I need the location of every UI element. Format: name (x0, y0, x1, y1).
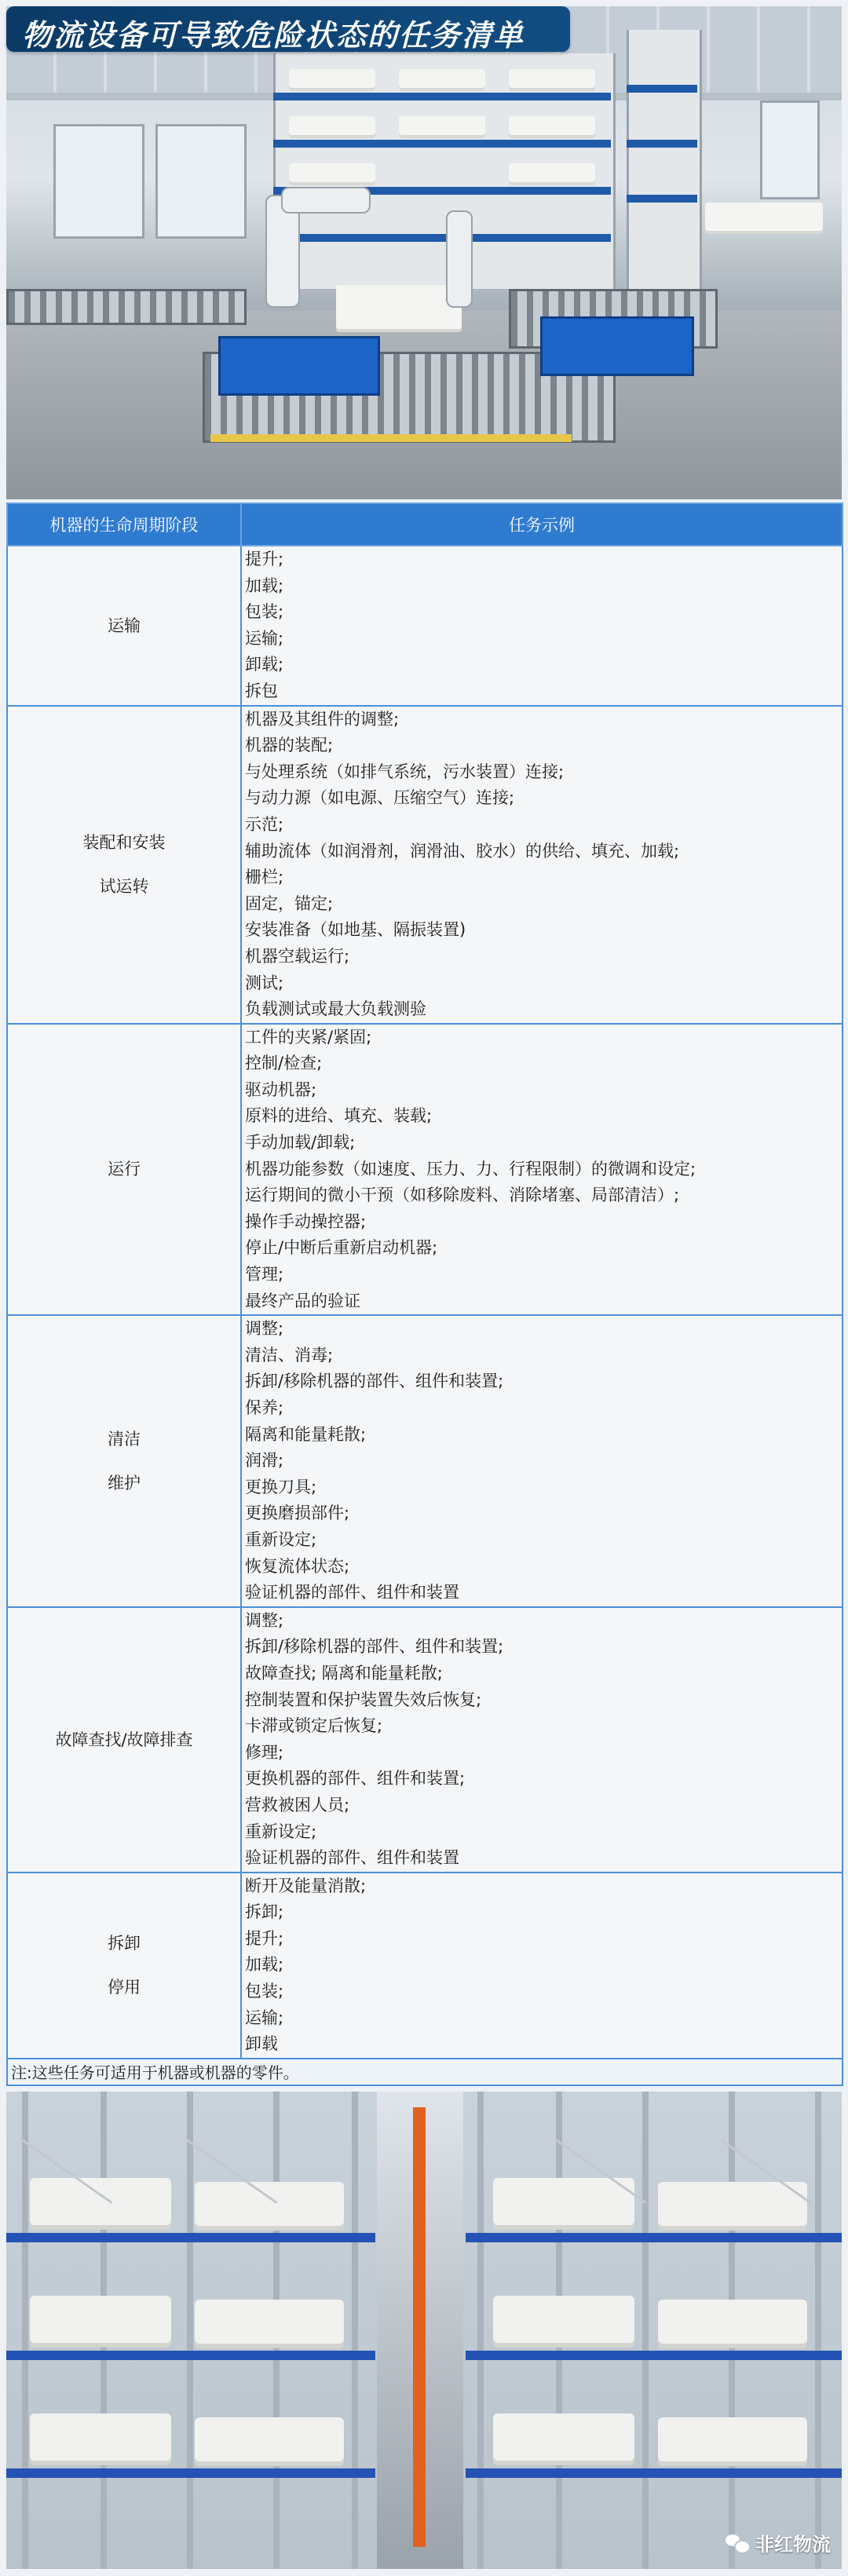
task-item: 修理; (245, 1742, 284, 1762)
task-item: 营救被困人员; (245, 1795, 350, 1814)
task-item: 固定，锚定; (245, 893, 334, 913)
title-banner (6, 6, 570, 52)
task-item: 控制/检查; (245, 1054, 323, 1073)
stage-cell (7, 706, 241, 1024)
stage-label: 运行 (108, 1160, 141, 1179)
task-item: 更换机器的部件、组件和装置; (245, 1769, 466, 1789)
task-item: 卸载; (245, 655, 284, 674)
task-list-cell (241, 546, 843, 706)
table-header-row (7, 503, 843, 546)
task-list-cell (241, 706, 843, 1024)
task-item: 机器空载运行; (245, 946, 350, 966)
task-list-cell (241, 1607, 843, 1873)
task-item: 润滑; (245, 1451, 284, 1471)
task-item: 拆卸; (245, 1902, 284, 1922)
task-item: 机器的装配; (245, 736, 334, 755)
task-item: 清洁、消毒; (245, 1345, 334, 1365)
task-item: 加载; (245, 1955, 284, 1975)
task-item: 更换刀具; (245, 1477, 317, 1496)
task-table (6, 502, 843, 2086)
table-note: 注:这些任务可适用于机器或机器的零件。 (7, 2059, 843, 2085)
task-item: 拆卸/移除机器的部件、组件和装置; (245, 1637, 504, 1657)
task-table-wrapper (6, 502, 842, 2086)
stage-cell (7, 1024, 241, 1316)
table-note-row (7, 2059, 843, 2085)
task-item: 调整; (245, 1319, 284, 1339)
task-item: 与处理系统（如排气系统，污水装置）连接; (245, 762, 565, 781)
stage-cell (7, 1607, 241, 1873)
task-item: 驱动机器; (245, 1080, 317, 1099)
task-item: 运输; (245, 628, 284, 648)
warehouse-racks-photo (6, 2092, 842, 2569)
watermark (726, 2529, 831, 2556)
table-row (7, 1873, 843, 2059)
task-item: 负载测试或最大负载测验 (245, 999, 426, 1019)
stage-label: 试运转 (99, 877, 149, 897)
task-item: 验证机器的部件、组件和装置 (245, 1848, 459, 1868)
task-item: 隔离和能量耗散; (245, 1424, 367, 1444)
task-item: 手动加载/卸载; (245, 1133, 356, 1153)
task-item: 最终产品的验证 (245, 1291, 360, 1310)
page-title: 物流设备可导致危险状态的任务清单 (22, 18, 525, 53)
task-item: 恢复流体状态; (245, 1556, 350, 1576)
header-task-examples: 任务示例 (241, 503, 843, 546)
task-item: 包装; (245, 1982, 284, 2001)
task-item: 验证机器的部件、组件和装置 (245, 1583, 459, 1602)
task-item: 拆包 (245, 681, 278, 700)
task-item: 机器功能参数（如速度、压力、力、行程限制）的微调和设定; (245, 1159, 696, 1178)
warehouse-conveyor-photo (6, 6, 842, 499)
stage-label: 停用 (108, 1978, 141, 1997)
task-item: 停止/中断后重新启动机器; (245, 1238, 438, 1258)
task-item: 机器及其组件的调整; (245, 709, 400, 729)
stage-label: 运输 (108, 616, 141, 635)
table-row (7, 706, 843, 1024)
task-item: 辅助流体（如润滑剂，润滑油、胶水）的供给、填充、加载; (245, 841, 680, 860)
task-item: 安装准备（如地基、隔振装置) (245, 920, 466, 940)
stage-label: 维护 (108, 1473, 141, 1493)
task-item: 与动力源（如电源、压缩空气）连接; (245, 788, 515, 808)
table-row (7, 1315, 843, 1607)
task-item: 保养; (245, 1398, 284, 1417)
table-row (7, 546, 843, 706)
task-item: 操作手动操控器; (245, 1211, 367, 1231)
task-list-cell (241, 1024, 843, 1316)
task-item: 管理; (245, 1265, 284, 1284)
wechat-icon (726, 2533, 749, 2553)
header-lifecycle-stage: 机器的生命周期阶段 (7, 503, 241, 546)
task-item: 断开及能量消散; (245, 1876, 367, 1895)
task-item: 加载; (245, 575, 284, 595)
task-item: 重新设定; (245, 1529, 317, 1549)
task-item: 包装; (245, 602, 284, 622)
stage-label: 拆卸 (108, 1934, 141, 1953)
task-item: 调整; (245, 1610, 284, 1630)
stage-cell (7, 1315, 241, 1607)
task-item: 栅栏; (245, 868, 284, 887)
table-row (7, 1607, 843, 1873)
task-item: 更换磨损部件; (245, 1504, 350, 1523)
task-item: 运行期间的微小干预（如移除废料、消除堵塞、局部清洁）; (245, 1186, 680, 1205)
task-item: 原料的进给、填充、装载; (245, 1106, 433, 1126)
task-item: 故障查找; 隔离和能量耗散; (245, 1663, 443, 1683)
stage-label: 清洁 (108, 1429, 141, 1449)
task-item: 运输; (245, 2008, 284, 2027)
task-item: 拆卸/移除机器的部件、组件和装置; (245, 1372, 504, 1391)
task-item: 提升; (245, 1928, 284, 1948)
task-item: 重新设定; (245, 1821, 317, 1841)
task-list-cell (241, 1315, 843, 1607)
task-item: 测试; (245, 973, 284, 992)
task-list-cell (241, 1873, 843, 2059)
stage-label: 装配和安装 (82, 833, 166, 853)
stage-cell (7, 1873, 241, 2059)
task-item: 卡滞或锁定后恢复; (245, 1716, 383, 1736)
watermark-text: 非红物流 (755, 2534, 831, 2556)
task-item: 卸载 (245, 2034, 278, 2054)
task-item: 提升; (245, 550, 284, 568)
table-row (7, 1024, 843, 1316)
task-item: 工件的夹紧/紧固; (245, 1027, 372, 1047)
task-item: 示范; (245, 814, 284, 834)
stage-cell (7, 546, 241, 706)
stage-label: 故障查找/故障排查 (55, 1730, 193, 1749)
task-item: 控制装置和保护装置失效后恢复; (245, 1690, 482, 1709)
